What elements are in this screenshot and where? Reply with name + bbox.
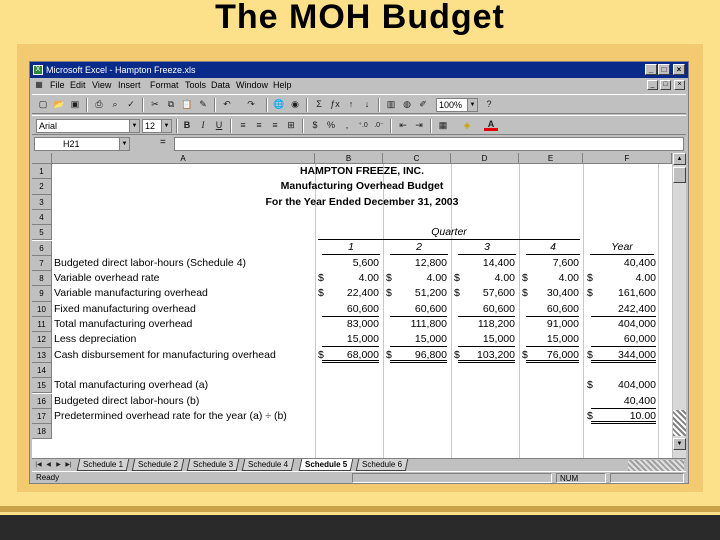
budget-value: 60,600	[526, 302, 579, 317]
menu-insert[interactable]: Insert	[118, 80, 141, 90]
tab-schedule-3[interactable]: Schedule 3	[187, 459, 240, 471]
row-header[interactable]: 9	[32, 286, 52, 301]
dollar-sign: $	[587, 287, 593, 300]
budget-value: 91,000	[546, 318, 579, 330]
column-header-a[interactable]: A	[52, 153, 315, 164]
slide-title: The MOH Budget	[215, 0, 505, 36]
dollar-sign: $	[454, 287, 460, 300]
copy-icon[interactable]: ⧉	[167, 99, 175, 109]
rate-calc-value: 40,400	[591, 394, 656, 409]
row-header[interactable]: 16	[32, 394, 52, 409]
close-button[interactable]: ×	[673, 64, 685, 75]
row-header[interactable]: 13	[32, 348, 52, 363]
prev-sheet-icon[interactable]: ◀	[46, 462, 51, 468]
dollar-sign: $	[522, 287, 528, 300]
dollar-sign: $	[587, 272, 593, 285]
increase-decimal-icon[interactable]: ⁺.0	[358, 122, 368, 129]
budget-value: 5,600	[352, 256, 379, 269]
budget-value: 161,600	[618, 287, 656, 300]
tab-schedule-6[interactable]: Schedule 6	[356, 459, 409, 471]
budget-value: 76,000	[526, 348, 579, 363]
window-titlebar	[30, 62, 688, 78]
budget-value: 242,400	[591, 302, 656, 317]
report-period: For the Year Ended December 31, 2003	[265, 196, 459, 208]
quarter-label: Quarter	[318, 225, 580, 240]
chart-wizard-icon[interactable]: ▥	[386, 99, 396, 109]
budget-value: 4.00	[494, 272, 515, 285]
formatting-toolbar	[32, 115, 686, 135]
row-header[interactable]: 1	[32, 164, 52, 179]
borders-icon[interactable]: ▦	[438, 120, 448, 130]
status-panel	[352, 473, 552, 483]
select-all-corner[interactable]	[32, 153, 52, 164]
dollar-sign: $	[386, 287, 392, 300]
budget-value: 4.00	[635, 272, 656, 285]
budget-value: 60,600	[458, 302, 515, 317]
dollar-sign: $	[587, 409, 593, 422]
budget-value: 57,600	[482, 287, 515, 300]
font-select[interactable]: Arial ▼	[36, 119, 140, 133]
status-panel-end	[610, 473, 684, 483]
line-item-label: Variable manufacturing overhead	[54, 287, 208, 300]
menu-help[interactable]: Help	[273, 80, 292, 90]
new-icon[interactable]: ▢	[38, 99, 48, 109]
rate-calc-value: 10.00	[591, 409, 656, 424]
redo-icon[interactable]: ↷	[247, 99, 255, 109]
chevron-down-icon[interactable]: ▼	[161, 120, 171, 132]
dollar-sign: $	[522, 272, 528, 285]
decrease-indent-icon[interactable]: ⇤	[399, 120, 407, 130]
tab-schedule-1[interactable]: Schedule 1	[77, 459, 130, 471]
row-header[interactable]: 18	[32, 424, 52, 439]
sheet-tab-bar	[32, 458, 686, 471]
cut-icon[interactable]: ✂	[151, 99, 159, 109]
column-header-d[interactable]: D	[451, 153, 519, 164]
paste-icon[interactable]: 📋	[181, 99, 193, 109]
column-header-f[interactable]: F	[583, 153, 672, 164]
scroll-up-icon[interactable]: ▲	[673, 153, 686, 165]
line-item-label: Total manufacturing overhead	[54, 318, 193, 330]
row-header[interactable]: 17	[32, 409, 52, 424]
row-header[interactable]: 3	[32, 195, 52, 210]
zoom-select[interactable]: 100% ▼	[436, 98, 478, 112]
align-right-icon[interactable]: ≡	[272, 120, 278, 130]
workbook-icon[interactable]: ▦	[35, 80, 43, 89]
decrease-decimal-icon[interactable]: .0⁻	[374, 122, 384, 129]
period-header-2: 2	[390, 240, 448, 255]
rate-calc-label: Predetermined overhead rate for the year (a) ÷ (b)	[54, 409, 287, 422]
hyperlink-icon[interactable]: 🌐	[273, 99, 285, 109]
dollar-sign: $	[522, 348, 528, 361]
row-header[interactable]: 2	[32, 179, 52, 194]
print-preview-icon[interactable]: ⌕	[112, 99, 118, 109]
scroll-down-icon[interactable]: ▼	[673, 438, 686, 450]
equals-icon[interactable]: =	[160, 137, 166, 148]
menu-tools[interactable]: Tools	[185, 80, 207, 90]
sort-ascending-icon[interactable]: ↑	[348, 99, 354, 109]
company-name: HAMPTON FREEZE, INC.	[299, 165, 425, 177]
budget-value: 4.00	[558, 272, 579, 285]
minimize-button[interactable]: _	[645, 64, 657, 75]
font-color-icon[interactable]: A	[484, 119, 498, 131]
menu-edit[interactable]: Edit	[70, 80, 86, 90]
rate-calc-label: Total manufacturing overhead (a)	[54, 379, 209, 392]
budget-value: 111,800	[410, 318, 447, 330]
budget-value: 83,000	[346, 318, 379, 330]
paste-function-icon[interactable]: ƒx	[330, 99, 340, 109]
tab-schedule-5[interactable]: Schedule 5	[299, 459, 354, 471]
budget-value: 30,400	[546, 287, 579, 300]
budget-value: 4.00	[426, 272, 447, 285]
line-item-label: Variable overhead rate	[54, 272, 160, 285]
align-center-icon[interactable]: ≡	[256, 120, 262, 130]
doc-restore-button[interactable]: □	[660, 80, 671, 90]
spelling-icon[interactable]: ✓	[127, 99, 135, 109]
maximize-button[interactable]: □	[658, 64, 670, 75]
doc-minimize-button[interactable]: _	[647, 80, 658, 90]
budget-value: 118,200	[477, 318, 515, 330]
line-item-label: Less depreciation	[54, 333, 137, 346]
excel-window	[29, 61, 689, 484]
dollar-sign: $	[318, 287, 324, 300]
row-header[interactable]: 15	[32, 378, 52, 393]
print-icon[interactable]: ⎙	[95, 99, 103, 109]
tab-schedule-4[interactable]: Schedule 4	[242, 459, 295, 471]
dollar-sign: $	[386, 348, 392, 361]
undo-icon[interactable]: ↶	[223, 99, 231, 109]
excel-app-icon: X	[33, 65, 43, 75]
status-mode: Ready	[36, 473, 60, 482]
menu-format[interactable]: Format	[150, 80, 179, 90]
budget-value: 15,000	[322, 332, 379, 347]
line-item-label: Budgeted direct labor-hours (Schedule 4)	[54, 256, 247, 269]
budget-value: 40,400	[623, 256, 656, 269]
row-header[interactable]: 4	[32, 210, 52, 225]
drawing-icon[interactable]: ✐	[419, 99, 427, 109]
sort-descending-icon[interactable]: ↓	[364, 99, 370, 109]
row-header[interactable]: 12	[32, 332, 52, 347]
menu-view[interactable]: View	[92, 80, 112, 90]
line-item-label: Fixed manufacturing overhead	[54, 302, 196, 315]
underline-button[interactable]: U	[215, 120, 223, 130]
budget-value: 344,000	[591, 348, 656, 363]
budget-value: 103,200	[458, 348, 515, 363]
column-header-b[interactable]: B	[315, 153, 383, 164]
row-header[interactable]: 11	[32, 317, 52, 332]
report-title: Manufacturing Overhead Budget	[280, 180, 444, 192]
menu-file[interactable]: File	[50, 80, 65, 90]
map-icon[interactable]: ◍	[403, 99, 411, 109]
align-left-icon[interactable]: ≡	[240, 120, 246, 130]
column-header-e[interactable]: E	[519, 153, 583, 164]
budget-value: 12,800	[414, 256, 447, 269]
split-box[interactable]	[673, 410, 686, 436]
increase-indent-icon[interactable]: ⇥	[415, 120, 423, 130]
row-header[interactable]: 6	[32, 241, 52, 256]
row-header[interactable]: 7	[32, 256, 52, 271]
slide-bottom-bar	[0, 512, 720, 540]
row-header[interactable]: 10	[32, 302, 52, 317]
name-box[interactable]: H21 ▼	[34, 137, 130, 151]
comma-button[interactable]: ,	[345, 120, 349, 130]
period-header-year: Year	[590, 240, 654, 255]
fill-color-icon[interactable]: ◈	[463, 120, 471, 130]
doc-close-button[interactable]: ×	[674, 80, 685, 90]
scroll-thumb[interactable]	[673, 167, 686, 183]
period-header-4: 4	[526, 240, 580, 255]
budget-value: 404,000	[618, 318, 656, 330]
status-num: NUM	[556, 473, 606, 483]
row-header[interactable]: 5	[32, 225, 52, 240]
font-size-select[interactable]: 12 ▼	[142, 119, 172, 133]
standard-toolbar	[32, 94, 686, 114]
dollar-sign: $	[318, 272, 324, 285]
currency-button[interactable]: $	[312, 120, 318, 130]
tab-schedule-2[interactable]: Schedule 2	[132, 459, 185, 471]
period-header-1: 1	[322, 240, 380, 255]
row-header[interactable]: 14	[32, 363, 52, 378]
budget-value: 14,400	[482, 256, 515, 269]
rate-calc-value: 404,000	[618, 379, 656, 392]
web-toolbar-icon[interactable]: ◉	[291, 99, 299, 109]
autosum-icon[interactable]: Σ	[316, 99, 322, 109]
period-header-3: 3	[458, 240, 516, 255]
save-icon[interactable]: ▣	[70, 99, 80, 109]
open-icon[interactable]: 📂	[53, 99, 65, 109]
menu-data[interactable]: Data	[211, 80, 231, 90]
vertical-scrollbar[interactable]	[673, 153, 686, 458]
chevron-down-icon[interactable]: ▼	[129, 120, 139, 132]
first-sheet-icon[interactable]: |◀	[35, 462, 42, 468]
budget-value: 15,000	[458, 332, 515, 347]
horizontal-scrollbar[interactable]	[628, 460, 684, 471]
budget-value: 96,800	[390, 348, 447, 363]
chevron-down-icon[interactable]: ▼	[119, 138, 129, 150]
window-title: Microsoft Excel - Hampton Freeze.xls	[46, 65, 196, 75]
rate-calc-label: Budgeted direct labor-hours (b)	[54, 394, 200, 407]
budget-value: 60,600	[322, 302, 379, 317]
formula-bar	[32, 136, 686, 152]
office-assistant-icon[interactable]: ?	[486, 99, 492, 109]
dollar-sign: $	[587, 379, 593, 392]
dollar-sign: $	[318, 348, 324, 361]
menu-bar	[30, 78, 688, 93]
bold-button[interactable]: B	[183, 120, 191, 130]
column-header-c[interactable]: C	[383, 153, 451, 164]
budget-value: 7,600	[552, 256, 579, 269]
dollar-sign: $	[454, 272, 460, 285]
budget-value: 15,000	[526, 332, 579, 347]
menu-window[interactable]: Window	[236, 80, 269, 90]
budget-value: 4.00	[358, 272, 379, 285]
merge-center-icon[interactable]: ⊞	[287, 120, 295, 130]
budget-value: 15,000	[390, 332, 447, 347]
line-item-label: Cash disbursement for manufacturing overhead	[54, 348, 276, 361]
spreadsheet-grid[interactable]	[32, 153, 672, 458]
dollar-sign: $	[454, 348, 460, 361]
budget-value: 68,000	[322, 348, 379, 363]
row-header[interactable]: 8	[32, 271, 52, 286]
last-sheet-icon[interactable]: ▶|	[65, 462, 72, 468]
percent-button[interactable]: %	[326, 120, 335, 130]
budget-value: 60,000	[591, 332, 656, 347]
next-sheet-icon[interactable]: ▶	[56, 462, 61, 468]
formula-input[interactable]	[174, 137, 684, 151]
dollar-sign: $	[386, 272, 392, 285]
chevron-down-icon[interactable]: ▼	[467, 99, 477, 111]
budget-value: 51,200	[414, 287, 447, 300]
format-painter-icon[interactable]: ✎	[199, 99, 207, 109]
budget-value: 22,400	[346, 287, 379, 300]
status-bar	[32, 471, 686, 483]
italic-button[interactable]: I	[201, 120, 205, 130]
dollar-sign: $	[587, 348, 593, 361]
budget-value: 60,600	[390, 302, 447, 317]
